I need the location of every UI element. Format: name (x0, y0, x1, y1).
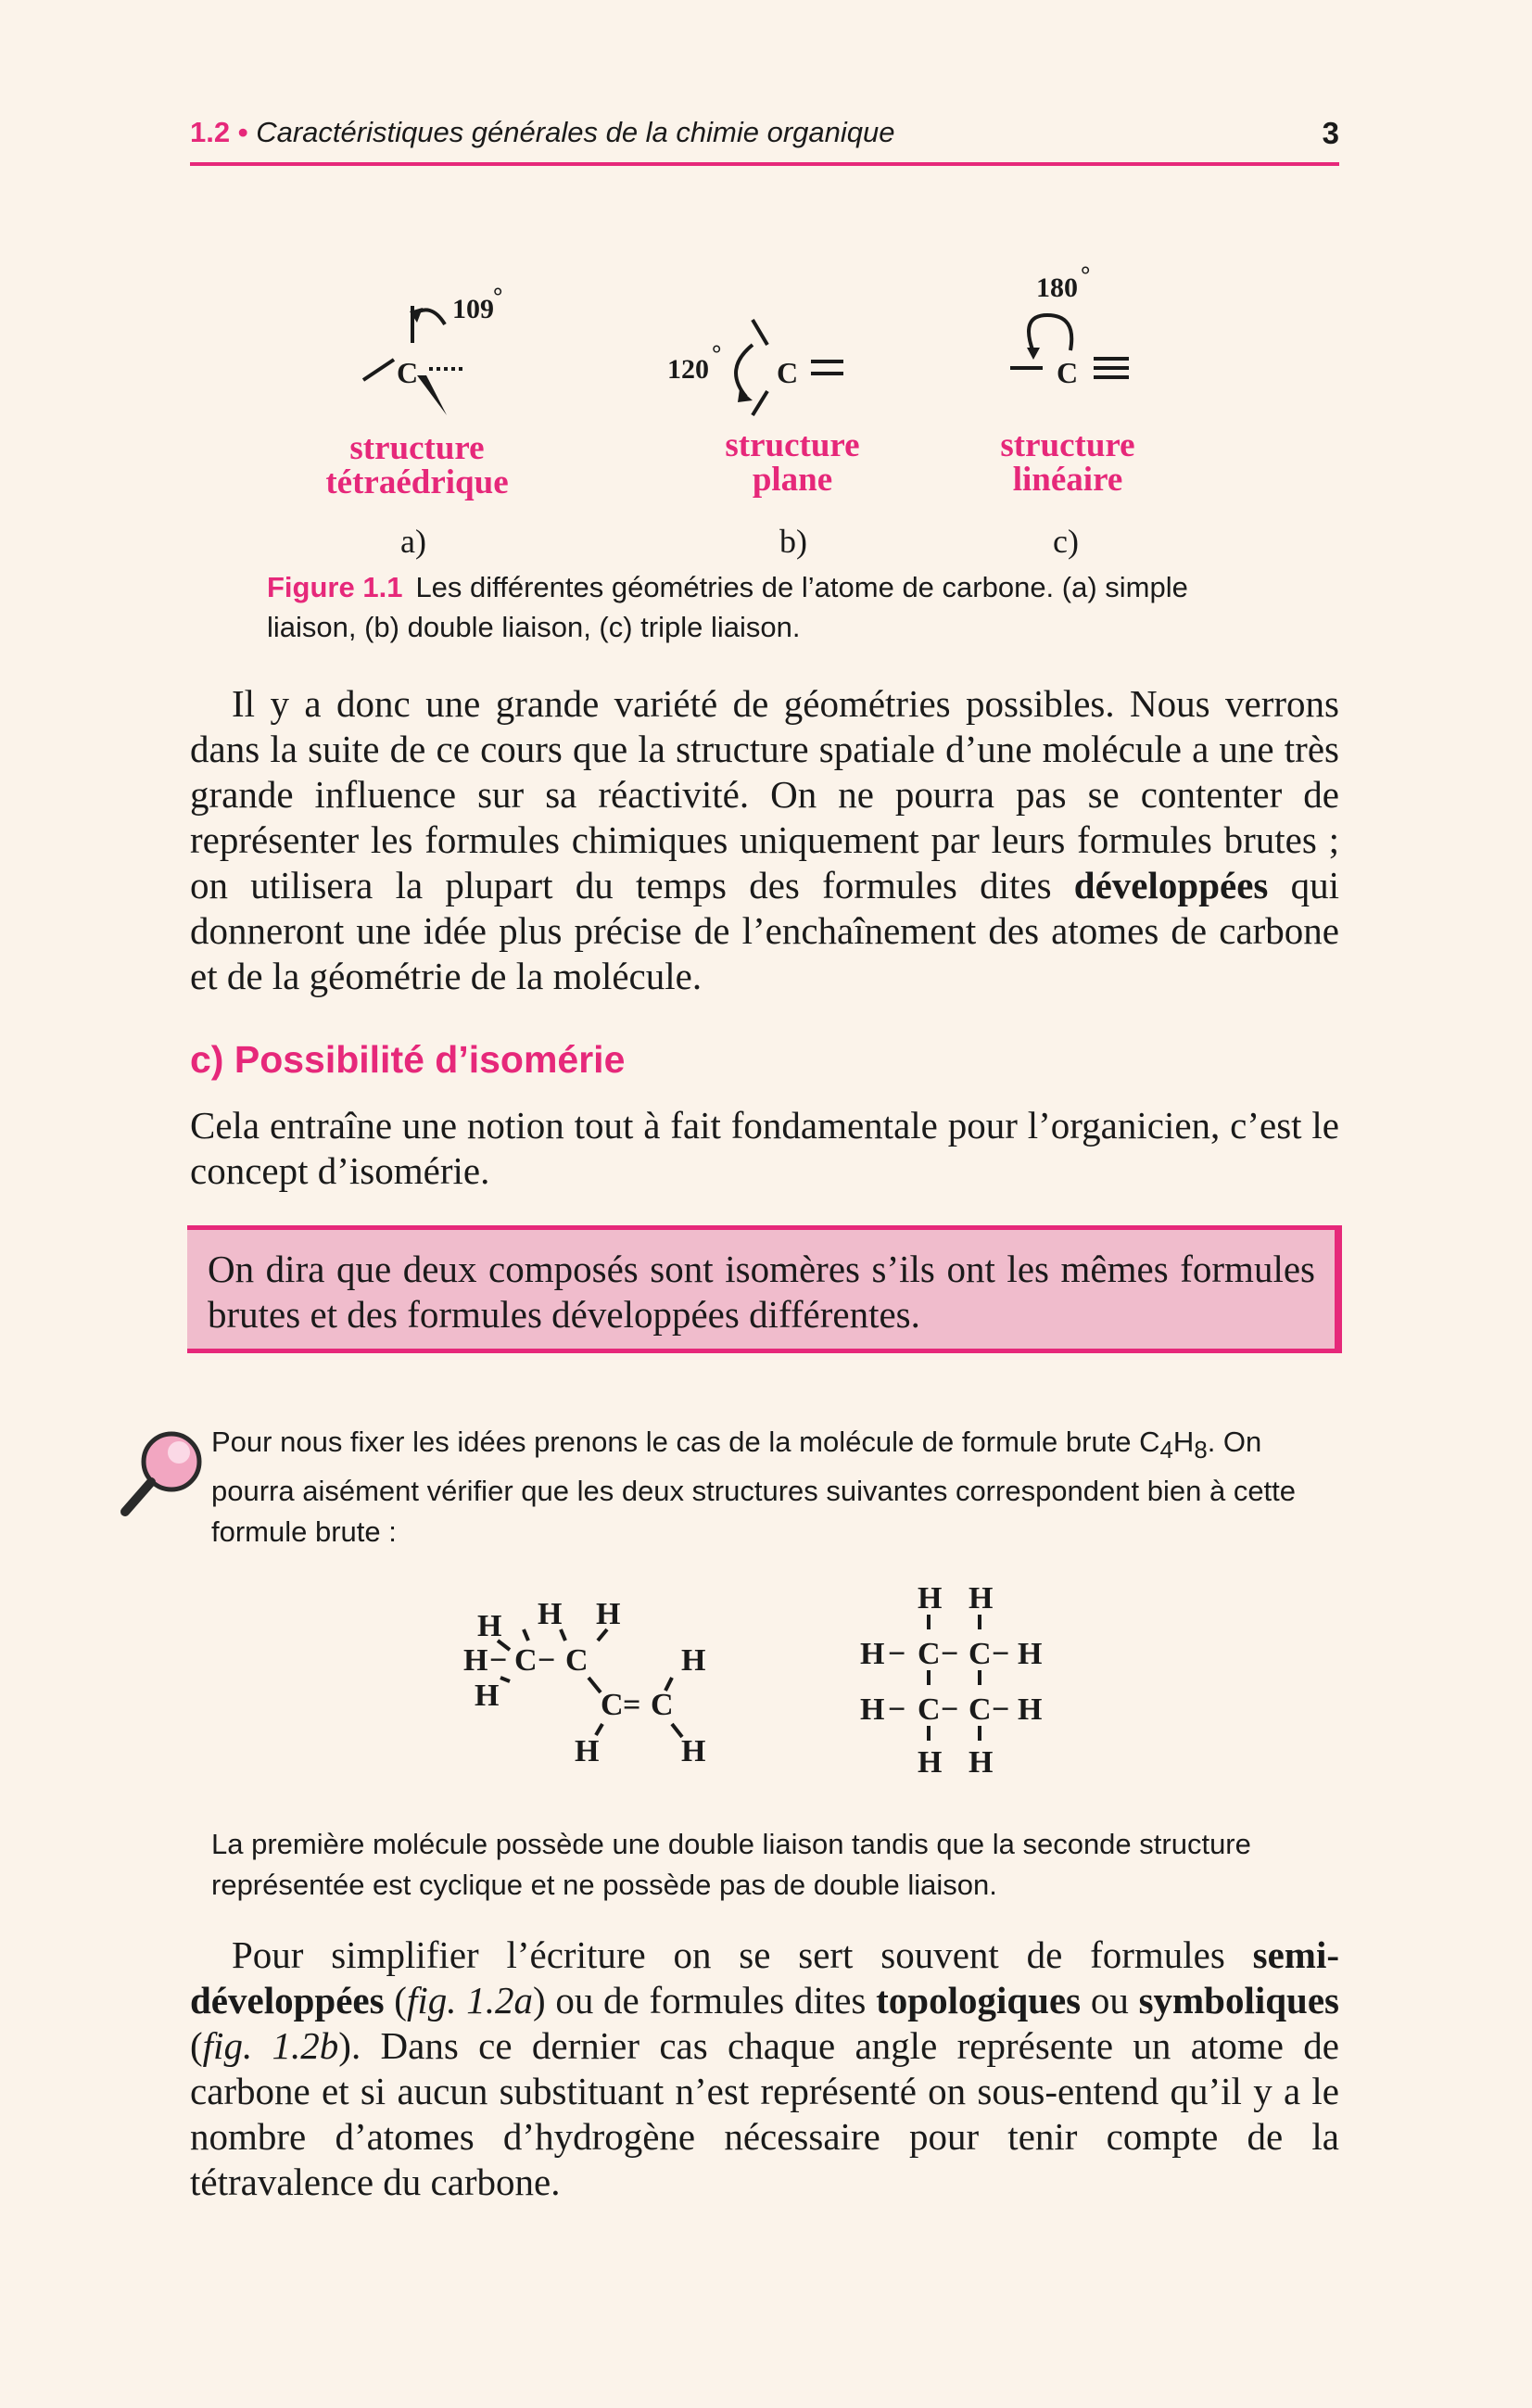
angle-109: 109 (452, 294, 494, 324)
bond-line (561, 1629, 565, 1641)
angle-120: 120 (667, 354, 709, 385)
atom-h: H (596, 1597, 621, 1631)
atom-h: H (575, 1734, 600, 1768)
figure-label: Figure 1.1 (267, 571, 403, 603)
page-number: 3 (1322, 116, 1339, 150)
paragraph-isomerie: Cela entraîne une notion tout à fait fondamentale pour l’organicien, c’est le concept d’isomérie. (190, 1104, 1339, 1192)
angle-arc-c (1029, 315, 1071, 352)
label-linear: structure linéaire (1000, 426, 1135, 499)
note-explanation: La première molécule possède une double liaison tandis que la seconde structure représentée est cyclique et ne possède pas de double liaison. (211, 1828, 1251, 1901)
bond-dash: − (888, 1692, 906, 1727)
atom-c: C (918, 1637, 941, 1671)
definition-box (187, 1225, 1342, 1353)
atom-h: H (860, 1637, 885, 1671)
header-bullet: • (237, 116, 248, 148)
figure-1-1 (278, 250, 1205, 584)
atom-h: H (918, 1581, 943, 1616)
bond-line (524, 1629, 528, 1641)
carbon-c: C (1057, 356, 1079, 389)
arrowhead-c (1027, 348, 1040, 360)
angle-180: 180 (1036, 272, 1078, 303)
atom-c: C (565, 1643, 589, 1678)
bond-dash: − (888, 1637, 906, 1671)
degree-b: ° (712, 340, 722, 367)
paragraph-geometries: Il y a donc une grande variété de géométries possibles. Nous verrons dans la suite de ce cours que la structure spatiale d’une molécule a une très grande influence sur sa réactivité. On ne pourra pas se contenter de représenter les formules chimiques uniquement par leurs formules brutes ; on utilisera la plupart du temps des formules dites développées qui donneront une idée plus précise de l’enchaînement des atomes de carbone et de la géométrie de la molécule. (190, 682, 1339, 997)
running-title: Caractéristiques générales de la chimie organique (256, 116, 895, 148)
bond-dash: − (941, 1692, 959, 1727)
c4h8-structures (445, 1566, 1094, 1789)
bond-dash: − (941, 1637, 959, 1671)
angle-arc-b (736, 345, 753, 397)
definition-text: On dira que deux composés sont isomères s’ils ont les mêmes formules brutes et des formules développées différentes. (208, 1248, 1315, 1336)
letter-b: b) (779, 523, 807, 560)
bond-left-a (363, 360, 394, 380)
carbon-b: C (777, 356, 799, 389)
carbon-a: C (397, 356, 419, 389)
bond-line (672, 1724, 682, 1737)
magnifier-icon (116, 1423, 209, 1525)
degree-a: ° (493, 283, 503, 310)
paragraph-simplifier: Pour simplifier l’écriture on se sert souvent de formules semi-développées (fig. 1.2a) ou de formules dites topologiques ou symboliques (fig. 1.2b). Dans ce dernier cas chaque angle représente un atome de carbone et si aucun substituant n’est représenté on sous-entend qu’il y a le nombre d’atomes d’hydrogène nécessaire pour tenir compte de la tétravalence du carbone. (190, 1933, 1340, 2203)
bond-dash: − (992, 1637, 1010, 1671)
atom-h: H (969, 1745, 994, 1780)
atom-c: C (969, 1637, 992, 1671)
atom-h: H (477, 1609, 502, 1643)
bond-line (500, 1678, 510, 1681)
letter-a: a) (400, 523, 426, 560)
atom-h: H (1018, 1637, 1043, 1671)
bond-dash: − (992, 1692, 1010, 1727)
atom-h: H (969, 1581, 994, 1616)
bond-dash: − (489, 1643, 508, 1678)
bond-wedge-a (417, 375, 447, 415)
arrowhead-b (738, 389, 753, 402)
atom-c: C (651, 1688, 674, 1722)
atom-c: C (514, 1643, 538, 1678)
label-planar: structure plane (725, 426, 860, 499)
atom-h: H (681, 1734, 706, 1768)
atom-h: H (538, 1597, 563, 1631)
atom-c: C (601, 1688, 624, 1722)
label-tetrahedral: structure tétraédrique (325, 429, 509, 501)
bond-up-b (753, 320, 767, 345)
atom-h: H (475, 1679, 500, 1713)
atom-h: H (463, 1643, 488, 1678)
running-head (190, 116, 1339, 166)
bond-dash: − (538, 1643, 556, 1678)
keyword-developpees: développées (1073, 864, 1269, 906)
bond-double: = (623, 1688, 641, 1722)
atom-c: C (918, 1692, 941, 1727)
bond-down-b (753, 391, 767, 415)
atom-h: H (681, 1643, 706, 1678)
note-c4h8: Pour nous fixer les idées prenons le cas de la molécule de formule brute $C_4H_8$. On pourra aisément vérifier que les deux structures suivantes correspondent bien à cette formule brute : (211, 1426, 1297, 1549)
bond-line (589, 1678, 601, 1692)
atom-h: H (860, 1692, 885, 1727)
figure-caption (267, 567, 1268, 647)
bond-line (596, 1724, 602, 1735)
section-heading: c) Possibilité d’isomérie (190, 1038, 626, 1081)
section-number: 1.2 (190, 116, 231, 148)
atom-h: H (1018, 1692, 1043, 1727)
atom-c: C (969, 1692, 992, 1727)
degree-c: ° (1081, 261, 1091, 288)
letter-c: c) (1053, 523, 1079, 560)
figure-caption-text: Les différentes géométries de l’atome de carbone. (a) simple liaison, (b) double liaison, (c) triple liaison. (267, 571, 1188, 643)
atom-h: H (918, 1745, 943, 1780)
